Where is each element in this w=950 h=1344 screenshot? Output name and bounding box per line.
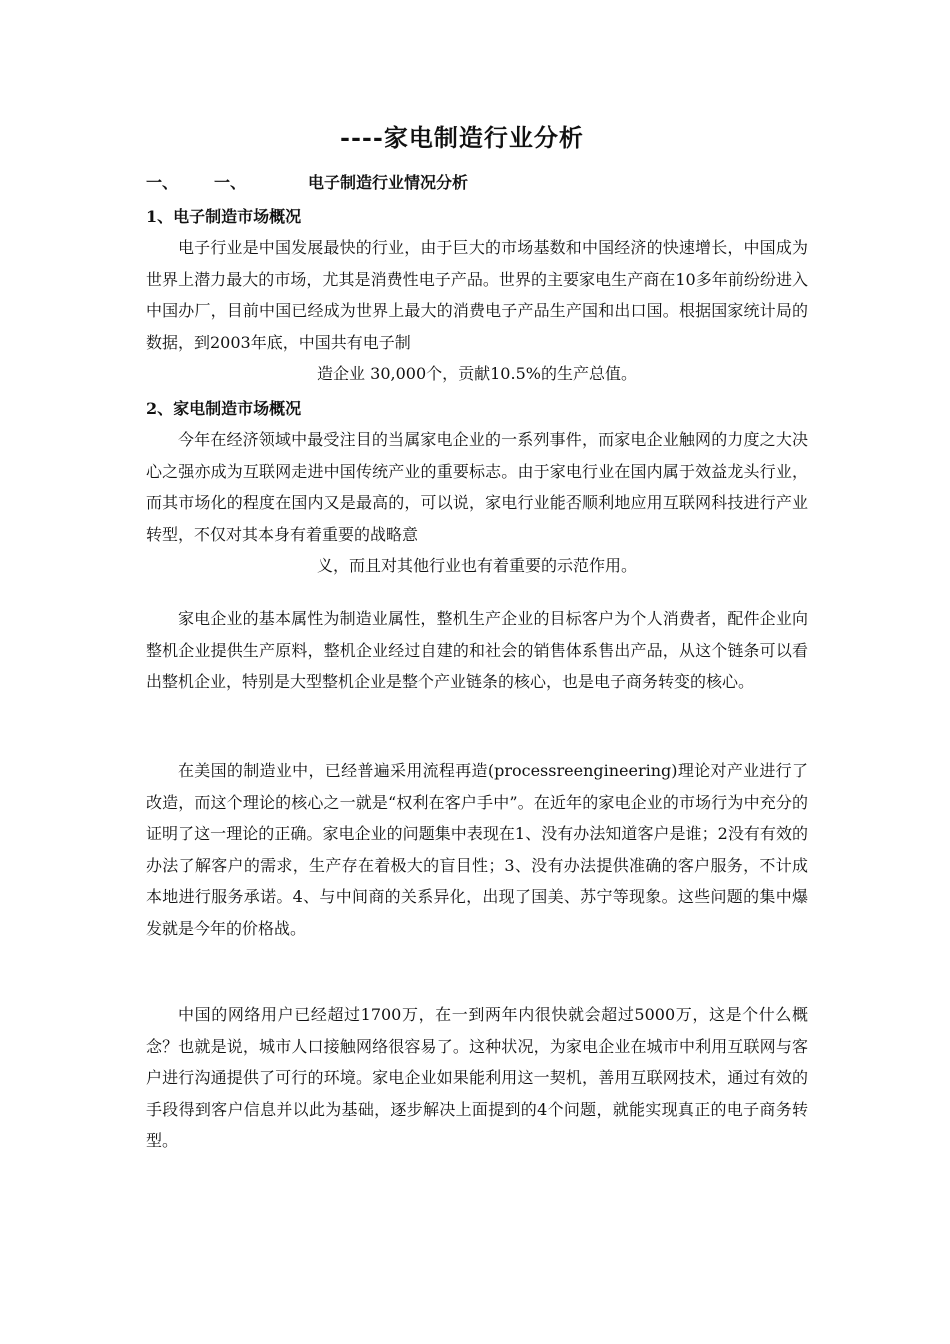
section-title: 电子制造行业情况分析 xyxy=(308,173,469,192)
paragraph-electronics-body: 电子行业是中国发展最快的行业，由于巨大的市场基数和中国经济的快速增长，中国成为世界上潜力最大的市场，尤其是消费性电子产品。世界的主要家电生产商在10多年前纷纷进入中国办厂，目前中国已经成为世界上最大的消费电子产品生产国和出口国。根据国家统计局的数据，到2003年底，中国共有电子制 xyxy=(146,238,808,352)
document-title: ----家电制造行业分析 xyxy=(340,123,584,152)
paragraph-appliance-body: 今年在经济领域中最受注目的当属家电企业的一系列事件，而家电企业触网的力度之大决心之强亦成为互联网走进中国传统产业的重要标志。由于家电行业在国内属于效益龙头行业，而其市场化的程度在国内又是最高的，可以说，家电行业能否顺利地应用互联网科技进行产业转型，不仅对其本身有着重要的战略意 xyxy=(146,430,808,544)
paragraph-industry-attributes: 家电企业的基本属性为制造业属性，整机生产企业的目标客户为个人消费者，配件企业向整机企业提供生产原料，整机企业经过自建的和社会的销售体系售出产品，从这个链条可以看出整机企业，特别是大型整机企业是整个产业链条的核心，也是电子商务转变的核心。 xyxy=(146,609,808,691)
paragraph-appliance-market xyxy=(146,424,808,582)
paragraph-process-reengineering: 在美国的制造业中，已经普遍采用流程再造(processreengineering)理论对产业进行了改造，而这个理论的核心之一就是“权利在客户手中”。在近年的家电企业的市场行为中充分的证明了这一理论的正确。家电企业的问题集中表现在1、没有办法知道客户是谁；2没有有效的办法了解客户的需求，生产存在着极大的盲目性；3、没有办法提供准确的客户服务，不计成本地进行服务承诺。4、与中间商的关系异化，出现了国美、苏宁等现象。这些问题的集中爆发就是今年的价格战。 xyxy=(146,761,808,938)
subsection-heading-electronics: 1、电子制造市场概况 xyxy=(146,207,302,226)
section-number-a: 一、 xyxy=(146,173,179,192)
paragraph-appliance-last-line: 义，而且对其他行业也有着重要的示范作用。 xyxy=(316,556,637,575)
subsection-heading-appliance: 2、家电制造市场概况 xyxy=(146,399,302,418)
paragraph-electronics-last-line: 造企业 30,000个，贡献10.5%的生产总值。 xyxy=(317,364,637,383)
paragraph-electronics-market xyxy=(146,232,808,390)
section-number-b: 一、 xyxy=(214,173,247,192)
paragraph-internet-users: 中国的网络用户已经超过1700万，在一到两年内很快就会超过5000万，这是个什么概念？也就是说，城市人口接触网络很容易了。这种状况，为家电企业在城市中利用互联网与客户进行沟通提供了可行的环境。家电企业如果能利用这一契机，善用互联网技术，通过有效的手段得到客户信息并以此为基础，逐步解决上面提到的4个问题，就能实现真正的电子商务转型。 xyxy=(146,1005,808,1150)
